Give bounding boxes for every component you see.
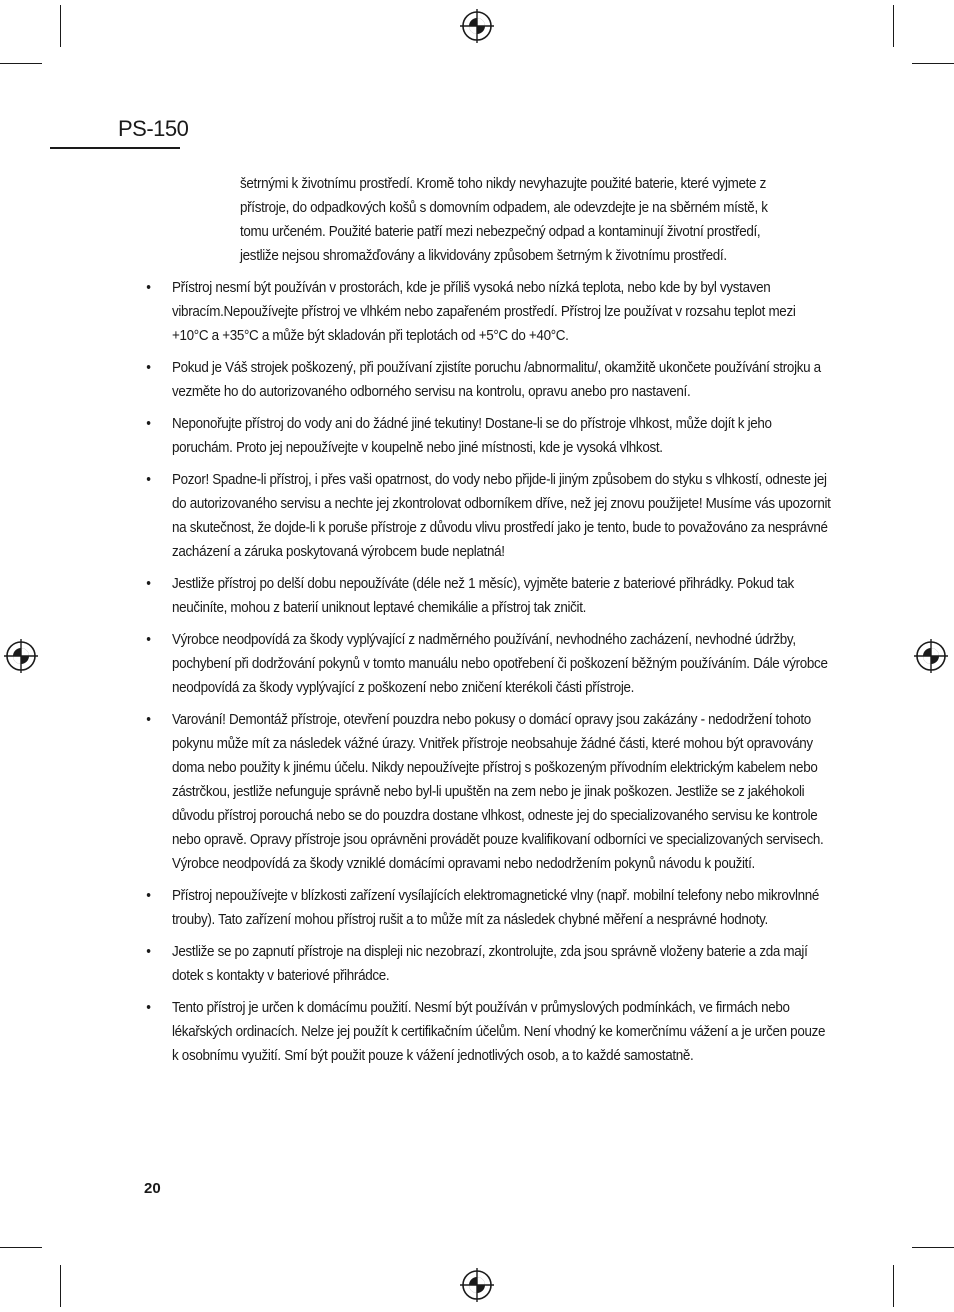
crop-mark-icon xyxy=(0,63,42,64)
list-item-text: Tento přístroj je určen k domácímu použití. Nesmí být používán v průmyslových podmínkách, ve firmách nebo lékařských ordinacích. Nelze jej použít k certifikačním účelům. Není vhodný ke komerčnímu vážení a je určen pouze k osobnímu využití. Smí být použit pouze k vážení jednotlivých osob, a to každé samostatně. xyxy=(172,1000,826,1064)
list-item-text: Pokud je Váš strojek poškozený, při používaní zjistíte poruchu /abnormalitu/, okamžitě ukončete používání strojku a vezměte ho do autorizovaného odborného servisu na kontrolu, opravu anebo pro nastavení. xyxy=(172,360,821,400)
list-item xyxy=(146,884,834,932)
crop-mark-icon xyxy=(912,1247,954,1248)
header-rule xyxy=(50,147,180,149)
bullet-icon: • xyxy=(146,888,151,904)
list-item-text: Výrobce neodpovídá za škody vyplývající z nadměrného používání, nevhodného zacházení, nevhodné údržby, pochybení při dodržování pokynů v tomto manuálu nebo opotřebení či poškození běžným používáním. Dále výrobce neodpovídá za škody vyplývající z poškození nebo zničení kterékoli části přístroje. xyxy=(172,632,828,696)
safety-list xyxy=(0,276,954,1068)
list-item xyxy=(146,628,834,700)
bullet-icon: • xyxy=(146,576,151,592)
registration-mark-icon xyxy=(460,1268,494,1302)
bullet-icon: • xyxy=(146,360,151,376)
list-item-text: Jestliže přístroj po delší dobu nepoužíváte (déle než 1 měsíc), vyjměte baterie z bateriové přihrádky. Pokud tak neučiníte, mohou z baterií uniknout leptavé chemikálie a přístroj tak zničit. xyxy=(172,576,794,616)
crop-mark-icon xyxy=(60,1265,61,1307)
list-item xyxy=(146,276,834,348)
crop-mark-icon xyxy=(912,63,954,64)
list-item xyxy=(146,356,834,404)
list-item xyxy=(146,468,834,564)
crop-mark-icon xyxy=(893,5,894,47)
crop-mark-icon xyxy=(893,1265,894,1307)
bullet-icon: • xyxy=(146,472,151,488)
list-item-text: Varování! Demontáž přístroje, otevření pouzdra nebo pokusy o domácí opravy jsou zakázány - nedodržení tohoto pokynu může mít za následek vážné úrazy. Vnitřek přístroje neobsahuje žádné části, které mohou být opravovány doma nebo použity k jinému účelu. Nikdy nepoužívejte přístroj s poškozeným přívodním elektrickým kabelem nebo zástrčkou, jestliže nefunguje správně nebo byl-li upuštěn na zem nebo je jinak poškozen. Jestliže se z jakéhokoli důvodu přístroj porouchá nebo se do pouzdra dostane vlhkost, odneste jej do specializovaného servisu ke kontrole nebo opravě. Opravy přístroje jsou oprávněni provádět pouze kvalifikovaní odborníci ve specializovaných servisech. Výrobce neodpovídá za škody vzniklé domácími opravami nebo nedodržením pokynů návodu k použití. xyxy=(172,712,824,872)
list-item xyxy=(146,996,834,1068)
list-item-text: Přístroj nepoužívejte v blízkosti zařízení vysílajících elektromagnetické vlny (např. mobilní telefony nebo mikrovlnné trouby). Tato zařízení mohou přístroj rušit a to může mít za následek chybné měření a nesprávné hodnoty. xyxy=(172,888,820,928)
list-item xyxy=(146,572,834,620)
list-item-text: Přístroj nesmí být používán v prostorách, kde je příliš vysoká nebo nízká teplota, nebo kde by byl vystaven vibracím.Nepoužívejte přístroj ve vlhkém nebo zapařeném prostředí. Přístroj lze používat v rozsahu teplot mezi +10°C a +35°C a může být skladován při teplotách od +5°C do +40°C. xyxy=(172,280,796,344)
list-item-text: Neponořujte přístroj do vody ani do žádné jiné tekutiny! Dostane-li se do přístroje vlhkost, může dojít k jeho poruchám. Proto jej nepoužívejte v koupelně nebo jiné místnosti, kde je vysoká vlhkost. xyxy=(172,416,772,456)
bullet-icon: • xyxy=(146,1000,151,1016)
bullet-icon: • xyxy=(146,280,151,296)
page-number: 20 xyxy=(144,1180,161,1197)
registration-mark-icon xyxy=(460,9,494,43)
bullet-icon: • xyxy=(146,712,151,728)
crop-mark-icon xyxy=(60,5,61,47)
list-item xyxy=(146,708,834,876)
bullet-icon: • xyxy=(146,416,151,432)
bullet-icon: • xyxy=(146,632,151,648)
crop-mark-icon xyxy=(0,1247,42,1248)
model-title: PS-150 xyxy=(118,116,189,141)
intro-paragraph: šetrnými k životnímu prostředí. Kromě toho nikdy nevyhazujte použité baterie, které vyjmete z přístroje, do odpadkových košů s domovním odpadem, ale odevzdejte je na sběrném místě, k tomu určeném. Použité baterie patří mezi nebezpečný odpad a kontaminují životní prostředí, jestliže nejsou shromažďovány a likvidovány způsobem šetrným k životnímu prostředí. xyxy=(240,176,768,264)
list-item xyxy=(146,940,834,988)
list-item xyxy=(146,412,834,460)
list-item-text: Pozor! Spadne-li přístroj, i přes vaši opatrnost, do vody nebo přijde-li jiným způsobem do styku s vlhkostí, odneste jej do autorizovaného servisu a nechte jej zkontrolovat odborníkem dříve, než jej znovu použijete! Musíme vás upozornit na skutečnost, že dojde-li k poruše přístroje z důvodu vlivu prostředí jako je tento, bude to považováno za nesprávné zacházení a záruka poskytovaná výrobcem bude neplatná! xyxy=(172,472,831,560)
list-item-text: Jestliže se po zapnutí přístroje na displeji nic nezobrazí, zkontrolujte, zda jsou správně vloženy baterie a zda mají dotek s kontakty v bateriové přihrádce. xyxy=(172,944,808,984)
page-content xyxy=(0,172,954,1076)
bullet-icon: • xyxy=(146,944,151,960)
